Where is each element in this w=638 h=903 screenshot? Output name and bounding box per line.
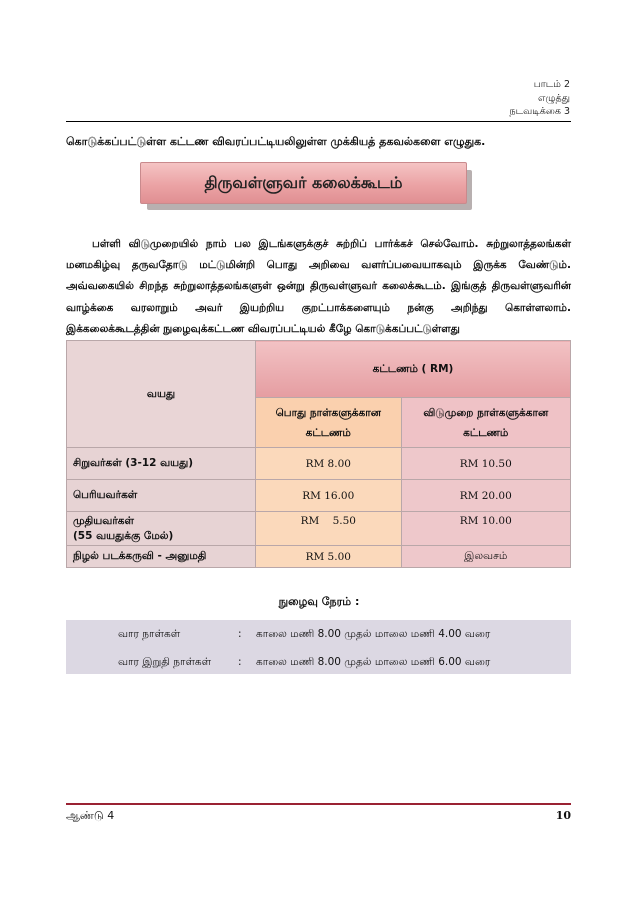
hours-title: நுழைவு நேரம் : — [278, 595, 360, 608]
fee-table — [66, 340, 571, 568]
hours-label: வார இறுதி நாள்கள் — [118, 655, 212, 668]
instruction-text: கொடுக்கப்பட்டுள்ள கட்டண விவரப்பட்டியலிலுள்ள முக்கியத் தகவல்களை எழுதுக. — [66, 135, 486, 148]
weekday-fee-cell: RM 5.00 — [256, 546, 402, 568]
weekday-fee-cell: RM 8.00 — [256, 448, 402, 480]
hours-colon: : — [238, 628, 242, 640]
lesson-number: பாடம் 2 — [533, 79, 570, 90]
weekday-header-line2: கட்டணம் — [305, 426, 351, 439]
holiday-fee-header — [401, 398, 570, 448]
footer-grade: ஆண்டு 4 — [66, 809, 115, 822]
holiday-fee-value: RM 10.00 — [459, 515, 512, 527]
banner-title: திருவள்ளுவர் கலைக்கூடம் — [140, 162, 467, 204]
footer-divider — [66, 803, 571, 805]
weekday-fee-cell: RM 16.00 — [256, 480, 402, 512]
holiday-fee-cell: இலவசம் — [401, 546, 570, 568]
age-cell — [67, 512, 256, 546]
age-line2: (55 வயதுக்கு மேல்) — [73, 529, 174, 542]
holiday-fee-cell: RM 20.00 — [401, 480, 570, 512]
age-cell: சிறுவர்கள் (3-12 வயது) — [67, 448, 256, 480]
hours-box — [66, 620, 571, 674]
title-banner — [140, 162, 472, 212]
age-cell: நிழல் படக்கருவி - அனுமதி — [67, 546, 256, 568]
intro-paragraph: பள்ளி விடுமுறையில் நாம் பல இடங்களுக்குச் சுற்றிப் பார்க்கச் செல்வோம். சுற்றுலாத்தலங்கள் மனமகிழ்வு தருவதோடு மட்டுமின்றி பொது அறிவை வளர்ப்பவையாகவும் இருக்க வேண்டும். அவ்வகையில் சிறந்த சுற்றுலாத்தலங்களுள் ஒன்று திருவள்ளுவர் கலைக்கூடம். இங்குத் திருவள்ளுவரின் வாழ்க்கை வரலாறும் அவர் இயற்றிய குறட்பாக்களையும் நன்கு அறிந்து கொள்ளலாம். இக்கலைக்கூடத்தின் நுழைவுக்கட்டண விவரப்பட்டியல் கீழே கொடுக்கப்பட்டுள்ளது — [66, 238, 571, 335]
hours-colon: : — [238, 656, 242, 668]
page-number: 10 — [555, 809, 571, 822]
table-row — [67, 546, 571, 568]
activity-number: நடவடிக்கை 3 — [509, 106, 570, 117]
lesson-header — [509, 78, 570, 119]
header-divider — [66, 121, 571, 122]
weekday-header-line1: பொது நாள்களுக்கான — [275, 406, 381, 419]
holiday-header-line2: கட்டணம் — [463, 426, 509, 439]
hours-value: காலை மணி 8.00 முதல் மாலை மணி 6.00 வரை — [256, 655, 491, 668]
table-row — [67, 480, 571, 512]
holiday-header-line1: விடுமுறை நாள்களுக்கான — [423, 406, 549, 419]
skill-name: எழுத்து — [538, 92, 570, 104]
weekday-fee-cell — [256, 512, 402, 546]
fee-column-header: கட்டணம் ( RM) — [256, 341, 571, 398]
hours-row-weekday — [66, 624, 571, 644]
table-row — [67, 512, 571, 546]
age-cell: பெரியவர்கள் — [67, 480, 256, 512]
age-column-header: வயது — [67, 341, 256, 448]
age-line1: முதியவர்கள் — [73, 514, 134, 527]
weekday-fee-value: RM 5.50 — [300, 515, 356, 527]
hours-row-weekend — [66, 652, 571, 672]
table-row — [67, 448, 571, 480]
hours-label: வார நாள்கள் — [118, 627, 181, 640]
holiday-fee-cell: RM 10.50 — [401, 448, 570, 480]
holiday-fee-cell — [401, 512, 570, 546]
hours-value: காலை மணி 8.00 முதல் மாலை மணி 4.00 வரை — [256, 627, 491, 640]
weekday-fee-header — [256, 398, 402, 448]
